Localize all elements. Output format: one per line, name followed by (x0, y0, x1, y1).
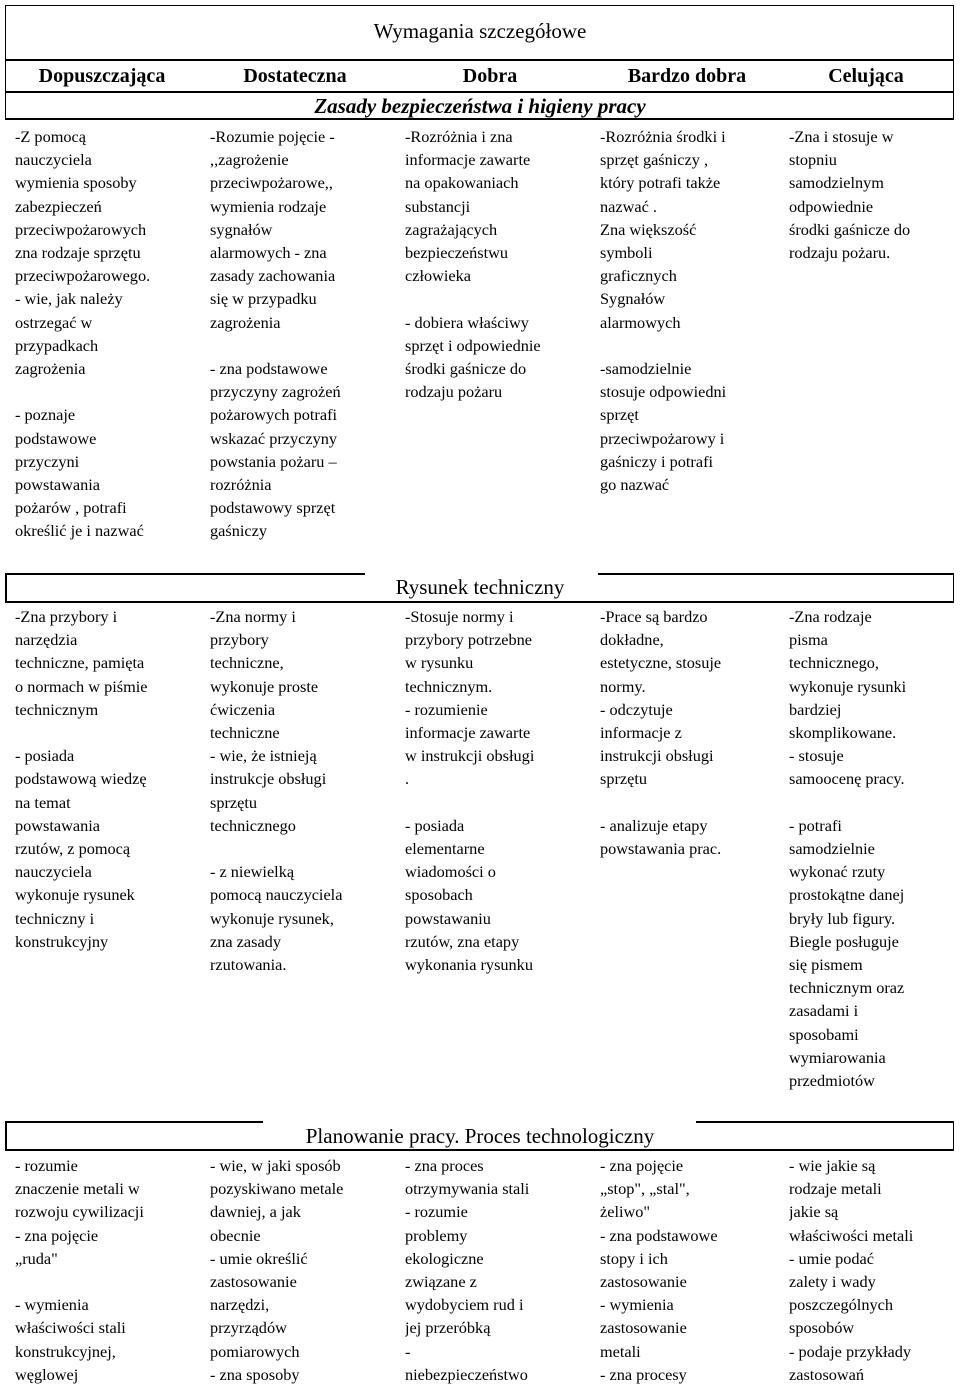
rysunek-cell-dopuszczajaca: -Zna przybory i narzędzia techniczne, pamięta o normach w piśmie technicznym - posiada podstawową wiedzę na temat powstawania rzutów, z pomocą nauczyciela wykonuje rysunek techniczny i konstrukcyjny (15, 607, 148, 951)
section-2-top-right (598, 573, 954, 575)
level-dostateczna: Dostateczna (243, 65, 347, 87)
section-2-header-bottom (5, 601, 954, 603)
rysunek-cell-dostateczna: -Zna normy i przybory techniczne, wykonuje proste ćwiczenia techniczne - wie, że istnieją instrukcje obsługi sprzętu technicznego - z niewielką pomocą nauczyciela wykonuje rysunek, zna zasady rzutowania. (210, 607, 343, 975)
section-2-top-left (5, 573, 365, 575)
bhp-cell-bardzo-dobra: -Rozróżnia środki i sprzęt gaśniczy , który potrafi także nazwać . Zna większość symboli graficznych Sygnałów alarmowych -samodzielnie stosuje odpowiedni sprzęt przeciwpożarowy i gaśniczy i potrafi go nazwać (600, 127, 727, 495)
bhp-cell-celujaca: -Zna i stosuje w stopniu samodzielnym odpowiednie środki gaśnicze do rodzaju pożaru. (789, 127, 911, 263)
section-3-top-right (696, 1121, 954, 1123)
grade-levels-row (0, 65, 960, 91)
bhp-cell-dopuszczajaca: -Z pomocą nauczyciela wymienia sposoby zabezpieczeń przeciwpożarowych zna rodzaje sprzętu przeciwpożarowego. - wie, jak należy ostrzegać w przypadkach zagrożenia - poznaje podstawowe przyczyni powstawania pożarów , potrafi określić je i nazwać (15, 127, 151, 541)
section-3-top-left (5, 1121, 263, 1123)
section-heading-planowanie: Planowanie pracy. Proces technologiczny (305, 1124, 655, 1148)
planowanie-cell-dopuszczajaca: - rozumie znaczenie metali w rozwoju cywilizacji - zna pojęcie „ruda" - wymienia właściwości stali konstrukcyjnej, węglowej (15, 1156, 144, 1384)
bhp-cell-dobra: -Rozróżnia i zna informacje zawarte na opakowaniach substancji zagrażających bezpieczeństwu człowieka - dobiera właściwy sprzęt i odpowiednie środki gaśnicze do rodzaju pożaru (405, 127, 541, 402)
level-dobra: Dobra (462, 65, 518, 87)
page-title: Wymagania szczegółowe (373, 19, 587, 43)
levels-divider (5, 91, 954, 93)
section-3-left-edge (5, 1121, 7, 1150)
rysunek-cell-dobra: -Stosuje normy i przybory potrzebne w rysunku technicznym. - rozumienie informacje zawarte w instrukcji obsługi . - posiada elementarne wiadomości o sposobach powstawaniu rzutów, zna etapy wykonania rysunku (405, 607, 535, 975)
section-2-right-edge (953, 573, 955, 602)
planowanie-cell-dobra: - zna proces otrzymywania stali - rozumie problemy ekologiczne związane z wydobyciem rud i jej przeróbką - niebezpieczeństwo (405, 1156, 530, 1384)
planowanie-cell-bardzo-dobra: - zna pojęcie „stop", „stal", żeliwo" - zna podstawowe stopy i ich zastosowanie - wymienia zastosowanie metali - zna procesy (600, 1156, 718, 1384)
level-celujaca: Celująca (828, 65, 904, 87)
rysunek-cell-celujaca: -Zna rodzaje pisma technicznego, wykonuje rysunki bardziej skomplikowane. - stosuje samoocenę pracy. - potrafi samodzielnie wykonać rzuty prostokątne danej bryły lub figury. Biegle posługuje się pismem technicznym oraz zasadami i sposobami wymiarowania przedmiotów (789, 607, 907, 1091)
rysunek-cell-bardzo-dobra: -Prace są bardzo dokładne, estetyczne, stosuje normy. - odczytuje informacje z instrukcji obsługi sprzętu - analizuje etapy powstawania prac. (600, 607, 722, 859)
section-3-right-edge (953, 1121, 955, 1150)
title-divider (5, 59, 954, 61)
level-dopuszczajaca: Dopuszczająca (38, 65, 166, 87)
bhp-cell-dostateczna: -Rozumie pojęcie - ,,zagrożenie przeciwpożarowe,, wymienia rodzaje sygnałów alarmowych - zna zasady zachowania się w przypadku zagrożenia - zna podstawowe przyczyny zagrożeń pożarowych potrafi wskazać przyczyny powstania pożaru – rozróżnia podstawowy sprzęt gaśniczy (210, 127, 341, 541)
level-bardzo-dobra: Bardzo dobra (627, 65, 747, 87)
section-2-left-edge (5, 573, 7, 602)
planowanie-cell-celujaca: - wie jakie są rodzaje metali jakie są właściwości metali - umie podać zalety i wady poszczególnych sposobów - podaje przykłady zastosowań (789, 1156, 914, 1384)
section-3-header-bottom (5, 1149, 954, 1151)
planowanie-cell-dostateczna: - wie, w jaki sposób pozyskiwano metale dawniej, a jak obecnie - umie określić zastosowanie narzędzi, przyrządów pomiarowych - zna sposoby (210, 1156, 344, 1384)
section-1-bottom-border (5, 118, 954, 120)
section-heading-rysunek: Rysunek techniczny (395, 575, 565, 599)
section-heading-bhp: Zasady bezpieczeństwa i higieny pracy (314, 94, 646, 118)
